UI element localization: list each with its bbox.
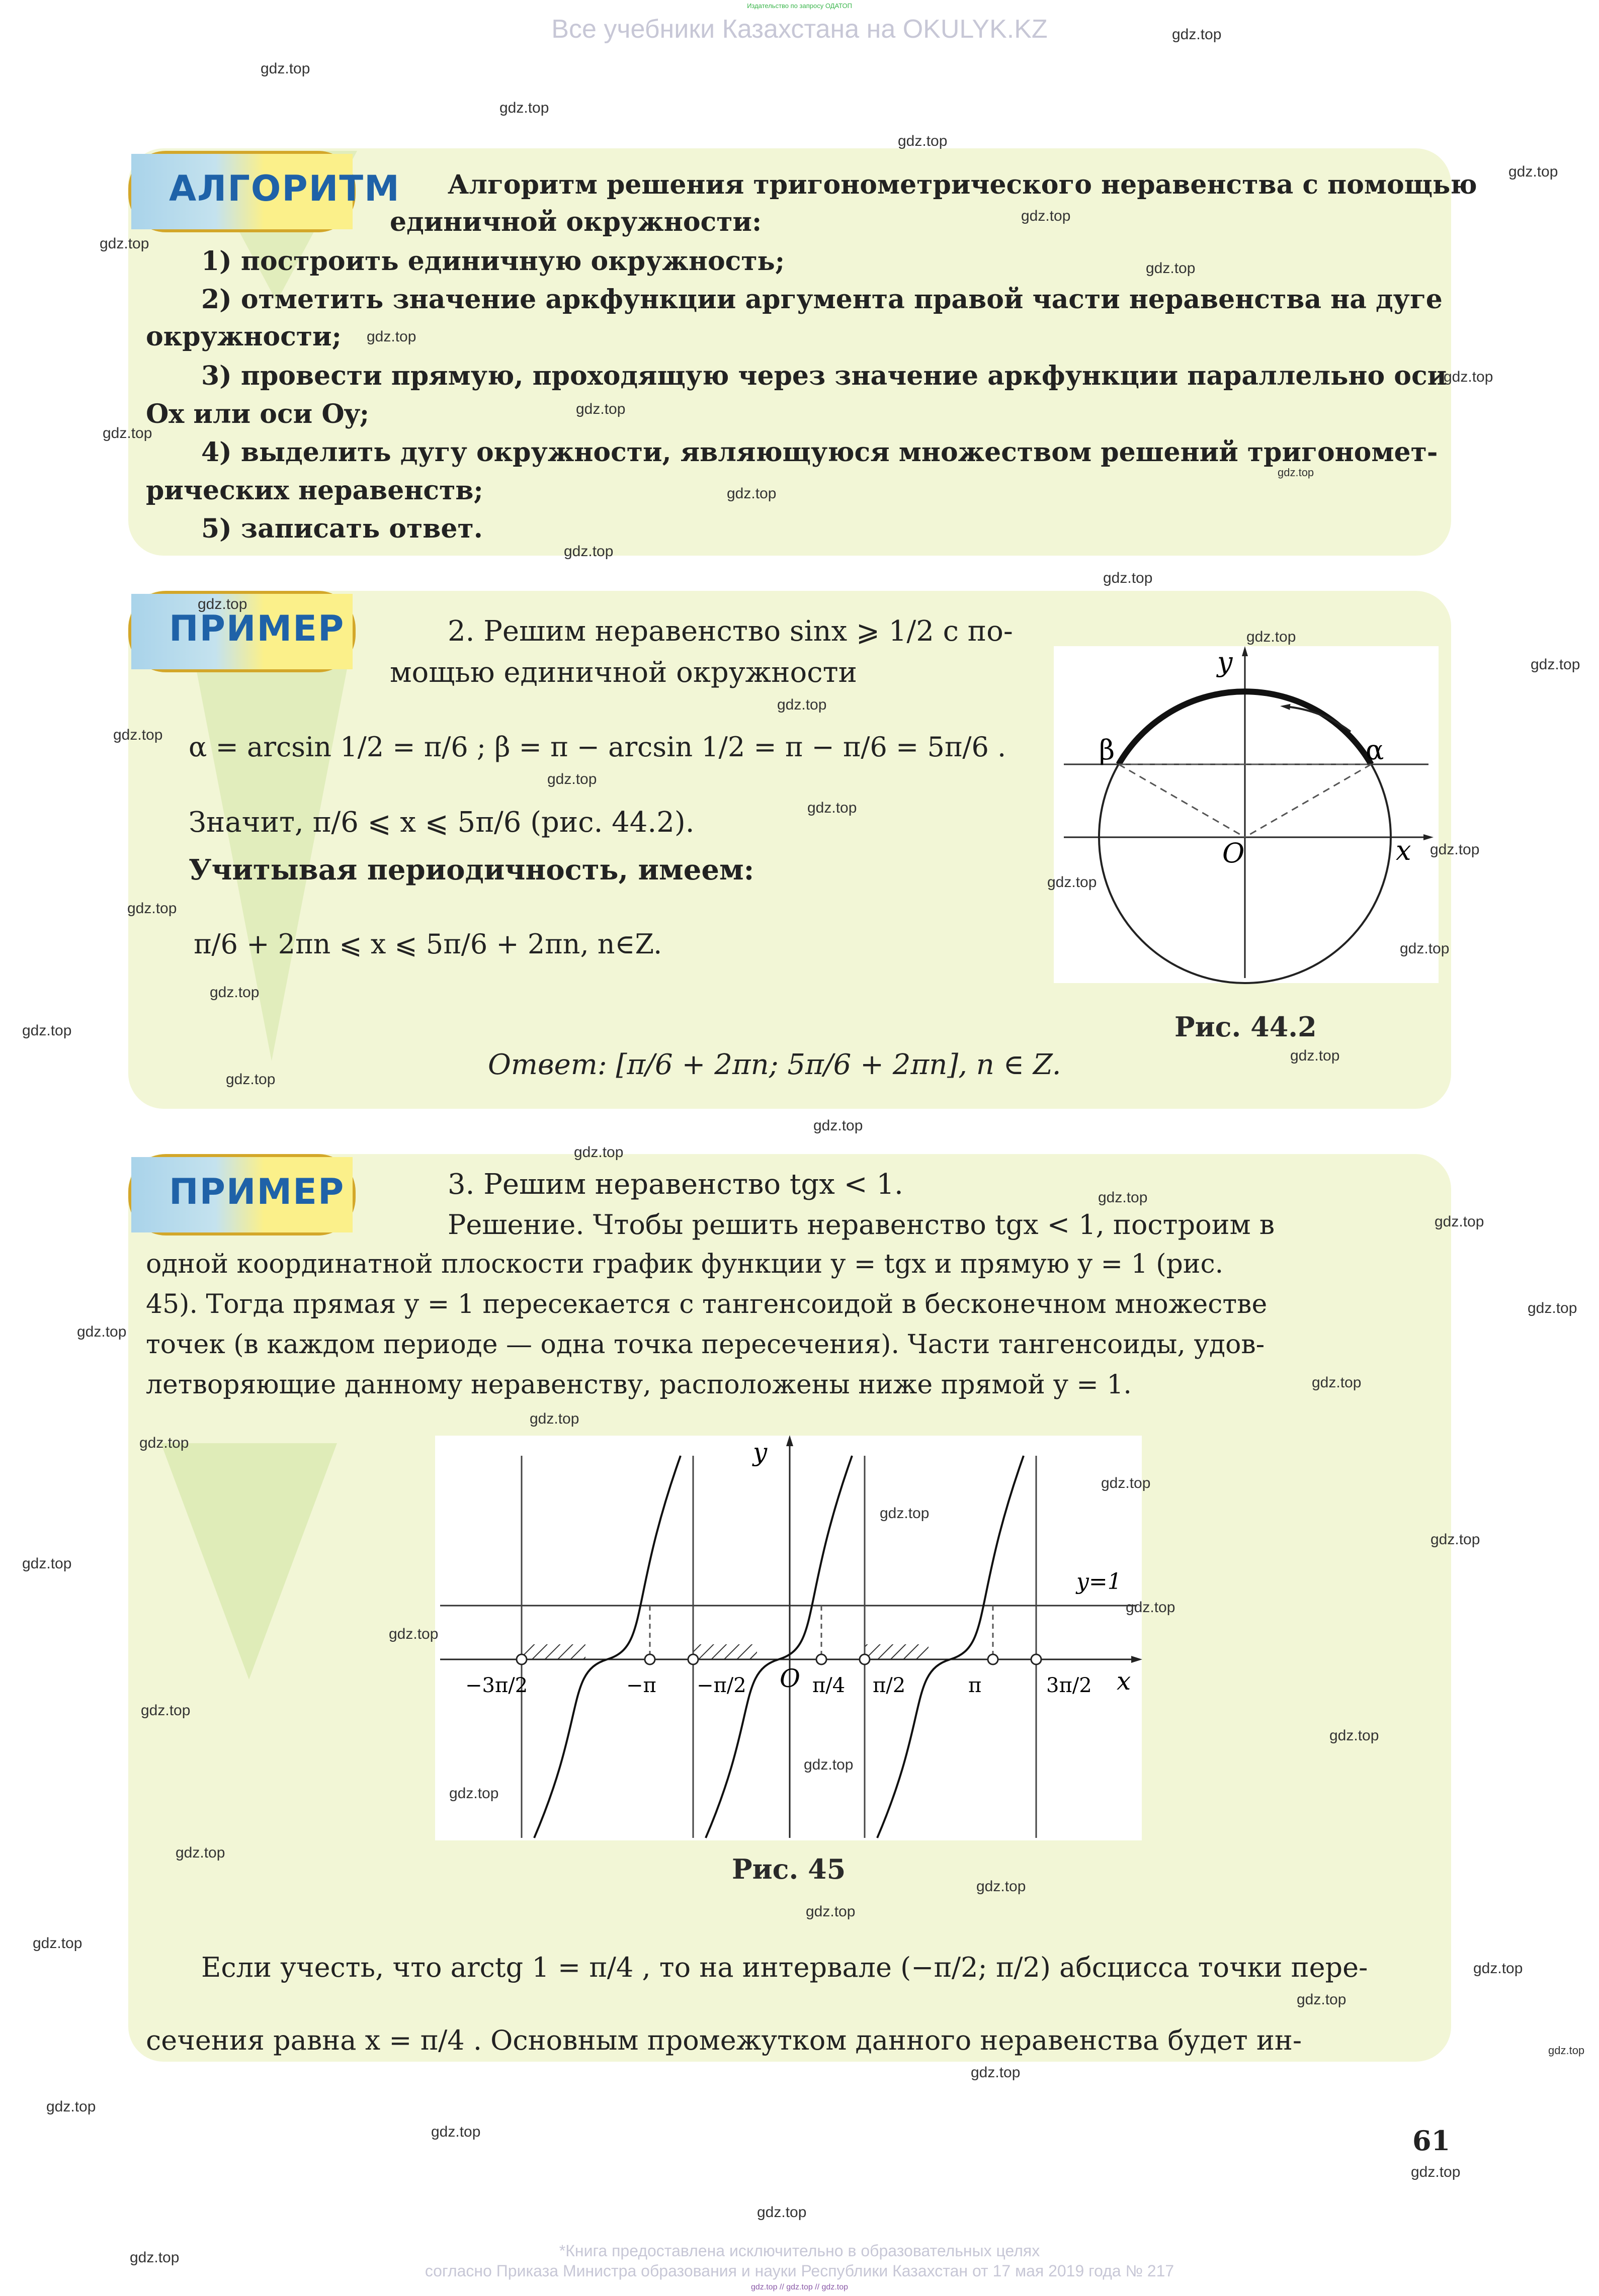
watermark: gdz.top xyxy=(1297,1991,1346,2008)
watermark: gdz.top xyxy=(100,235,149,252)
site-title: Все учебники Казахстана на OKULYK.KZ xyxy=(551,15,1048,44)
algorithm-line-2: единичной окружности: xyxy=(390,207,762,237)
watermark: gdz.top xyxy=(367,328,416,345)
watermark: gdz.top xyxy=(547,771,597,787)
example2-line-3: α = arcsin 1/2 = π/6 ; β = π − arcsin 1/2 = π − π/6 = 5π/6 . xyxy=(189,731,1006,763)
example2-badge-label: ПРИМЕР xyxy=(169,608,345,649)
watermark: gdz.top xyxy=(141,1702,191,1719)
solution-band-2 xyxy=(693,1644,757,1659)
graph-label-o: O xyxy=(780,1664,800,1693)
header-note: Издательство по запросу ОДАТОП xyxy=(747,2,852,10)
tick-label-neg-pi: −π xyxy=(626,1674,656,1697)
algorithm-line-6: 3) провести прямую, проходящую через значение аркфункции параллельно оси xyxy=(201,361,1447,391)
footer-line-2: согласно Приказа Министра образования и науки Республики Казахстан от 17 мая 2019 года № 217 xyxy=(425,2262,1174,2280)
graph-label-line: y=1 xyxy=(1076,1569,1122,1595)
footer-line-1: *Книга предоставлена исключительно в образовательных целях xyxy=(559,2242,1040,2260)
tick-label-pi-2: π/2 xyxy=(873,1674,906,1697)
tick-label-neg-pi-2: −π/2 xyxy=(697,1674,746,1697)
open-point xyxy=(517,1654,527,1664)
watermark: gdz.top xyxy=(1278,466,1314,479)
example3-badge xyxy=(128,1154,356,1235)
example2-line-4: Значит, π/6 ⩽ x ⩽ 5π/6 (рис. 44.2). xyxy=(189,806,695,839)
watermark: gdz.top xyxy=(198,596,247,612)
watermark: gdz.top xyxy=(813,1117,863,1134)
open-point xyxy=(860,1654,870,1664)
open-point xyxy=(816,1654,826,1664)
watermark: gdz.top xyxy=(1021,208,1071,224)
dashed-radius-alpha xyxy=(1245,764,1371,837)
algorithm-line-10: 5) записать ответ. xyxy=(201,513,483,544)
watermark: gdz.top xyxy=(176,1844,225,1861)
open-point xyxy=(1031,1654,1041,1664)
watermark: gdz.top xyxy=(261,60,310,77)
fig-label-y: y xyxy=(1217,646,1233,678)
watermark: gdz.top xyxy=(971,2064,1021,2081)
example2-line-5: Учитывая периодичность, имеем: xyxy=(189,853,754,887)
example3-line-2: Решение. Чтобы решить неравенство tgx < 1, построим в xyxy=(448,1209,1275,1241)
watermark: gdz.top xyxy=(103,425,152,441)
watermark: gdz.top xyxy=(113,727,163,743)
tick-label-pi: π xyxy=(968,1674,982,1697)
example3-line-6: летворяющие данному неравенству, расположены ниже прямой y = 1. xyxy=(146,1370,1132,1400)
unit-circle-svg xyxy=(1054,646,1439,983)
watermark: gdz.top xyxy=(449,1785,499,1802)
footer-line-3: gdz.top // gdz.top // gdz.top xyxy=(750,2283,848,2291)
panel-decoration xyxy=(161,1443,337,1680)
graph-label-y: y xyxy=(753,1438,768,1467)
fig-label-alpha: α xyxy=(1366,734,1384,766)
open-point xyxy=(988,1654,998,1664)
example3-line-4: 45). Тогда прямая y = 1 пересекается с тангенсоидой в бесконечном множестве xyxy=(146,1289,1268,1319)
example3-line-3: одной координатной плоскости график функции y = tgx и прямую y = 1 (рис. xyxy=(146,1249,1224,1279)
tick-label-3pi-2: 3π/2 xyxy=(1046,1674,1092,1697)
figure-caption-45: Рис. 45 xyxy=(732,1853,846,1885)
watermark: gdz.top xyxy=(530,1410,579,1427)
example3-after-line-2: сечения равна x = π/4 . Основным промежутком данного неравенства будет ин- xyxy=(146,2024,1302,2056)
watermark: gdz.top xyxy=(777,696,827,713)
fig-label-beta: β xyxy=(1099,734,1115,766)
watermark: gdz.top xyxy=(1473,1960,1523,1977)
watermark: gdz.top xyxy=(1103,570,1153,586)
algorithm-line-8: 4) выделить дугу окружности, являющуюся множеством решений тригономет- xyxy=(201,437,1438,468)
watermark: gdz.top xyxy=(1329,1727,1379,1744)
watermark: gdz.top xyxy=(139,1435,189,1451)
algorithm-line-4: 2) отметить значение аркфункции аргумента правой части неравенства на дуге xyxy=(201,284,1443,315)
figure-caption-44-2: Рис. 44.2 xyxy=(1174,1011,1317,1043)
watermark: gdz.top xyxy=(1172,26,1222,43)
example3-line-1: 3. Решим неравенство tgx < 1. xyxy=(448,1168,903,1201)
example3-line-5: точек (в каждом периоде — одна точка пересечения). Части тангенсоиды, удов- xyxy=(146,1330,1265,1360)
fig-label-o: O xyxy=(1222,837,1245,869)
watermark: gdz.top xyxy=(1290,1047,1340,1064)
watermark: gdz.top xyxy=(807,800,857,816)
watermark: gdz.top xyxy=(1246,629,1296,645)
tick-label-neg-3pi-2: −3π/2 xyxy=(465,1674,528,1697)
watermark: gdz.top xyxy=(431,2124,481,2140)
algorithm-line-7: Ox или оси Oy; xyxy=(146,399,370,429)
watermark: gdz.top xyxy=(1146,260,1196,277)
watermark: gdz.top xyxy=(898,133,948,149)
watermark: gdz.top xyxy=(77,1323,127,1340)
watermark: gdz.top xyxy=(804,1756,854,1773)
solution-band-3 xyxy=(865,1644,929,1659)
example2-line-2: мощью единичной окружности xyxy=(390,656,857,689)
watermark: gdz.top xyxy=(806,1903,856,1920)
watermark: gdz.top xyxy=(880,1505,930,1522)
example3-badge-label: ПРИМЕР xyxy=(169,1171,345,1212)
fig-label-x: x xyxy=(1396,835,1411,866)
watermark: gdz.top xyxy=(1312,1374,1362,1391)
watermark: gdz.top xyxy=(1047,874,1097,891)
watermark: gdz.top xyxy=(1548,2044,1585,2057)
watermark: gdz.top xyxy=(46,2098,96,2115)
watermark: gdz.top xyxy=(564,543,614,560)
watermark: gdz.top xyxy=(226,1071,276,1088)
watermark: gdz.top xyxy=(1435,1213,1484,1230)
watermark: gdz.top xyxy=(499,100,549,116)
graph-label-x: x xyxy=(1117,1666,1131,1696)
watermark: gdz.top xyxy=(1098,1189,1148,1206)
algorithm-line-3: 1) построить единичную окружность; xyxy=(201,246,785,277)
watermark: gdz.top xyxy=(1430,1531,1480,1548)
open-point xyxy=(688,1654,698,1664)
tangent-graph-svg xyxy=(435,1436,1142,1840)
watermark: gdz.top xyxy=(574,1144,624,1161)
watermark: gdz.top xyxy=(22,1022,72,1039)
solution-band-1 xyxy=(522,1644,585,1659)
example2-line-6: π/6 + 2πn ⩽ x ⩽ 5π/6 + 2πn, n∈Z. xyxy=(194,928,662,960)
watermark: gdz.top xyxy=(33,1935,82,1952)
watermark: gdz.top xyxy=(1444,369,1493,385)
watermark: gdz.top xyxy=(757,2204,807,2221)
example2-line-1: 2. Решим неравенство sinx ⩾ 1/2 с по- xyxy=(448,615,1013,648)
page-number: 61 xyxy=(1412,2125,1451,2157)
tick-label-pi-4: π/4 xyxy=(812,1674,846,1697)
algorithm-badge-label: АЛГОРИТМ xyxy=(169,168,400,209)
watermark: gdz.top xyxy=(130,2249,180,2266)
example2-answer: Ответ: [π/6 + 2πn; 5π/6 + 2πn], n ∈ Z. xyxy=(488,1048,1061,1081)
watermark: gdz.top xyxy=(210,984,260,1001)
watermark: gdz.top xyxy=(1126,1599,1175,1616)
watermark: gdz.top xyxy=(1430,841,1480,858)
watermark: gdz.top xyxy=(1101,1475,1151,1491)
example3-after-line-1: Если учесть, что arctg 1 = π/4 , то на интервале (−π/2; π/2) абсцисса точки пере- xyxy=(201,1952,1368,1983)
watermark: gdz.top xyxy=(22,1555,72,1572)
watermark: gdz.top xyxy=(976,1878,1026,1895)
watermark: gdz.top xyxy=(1531,656,1580,673)
watermark: gdz.top xyxy=(1411,2164,1461,2180)
algorithm-line-9: рических неравенств; xyxy=(146,475,483,506)
watermark: gdz.top xyxy=(1508,163,1558,180)
dashed-radius-beta xyxy=(1119,764,1245,837)
algorithm-badge xyxy=(128,151,400,232)
watermark: gdz.top xyxy=(1400,940,1450,957)
algorithm-line-5: окружности; xyxy=(146,321,342,352)
algorithm-line-1: Алгоритм решения тригонометрического неравенства с помощью xyxy=(448,169,1477,200)
watermark: gdz.top xyxy=(727,485,777,502)
watermark: gdz.top xyxy=(576,401,626,417)
watermark: gdz.top xyxy=(127,900,177,917)
open-point xyxy=(645,1654,655,1664)
watermark: gdz.top xyxy=(1528,1300,1577,1316)
watermark: gdz.top xyxy=(389,1626,439,1642)
